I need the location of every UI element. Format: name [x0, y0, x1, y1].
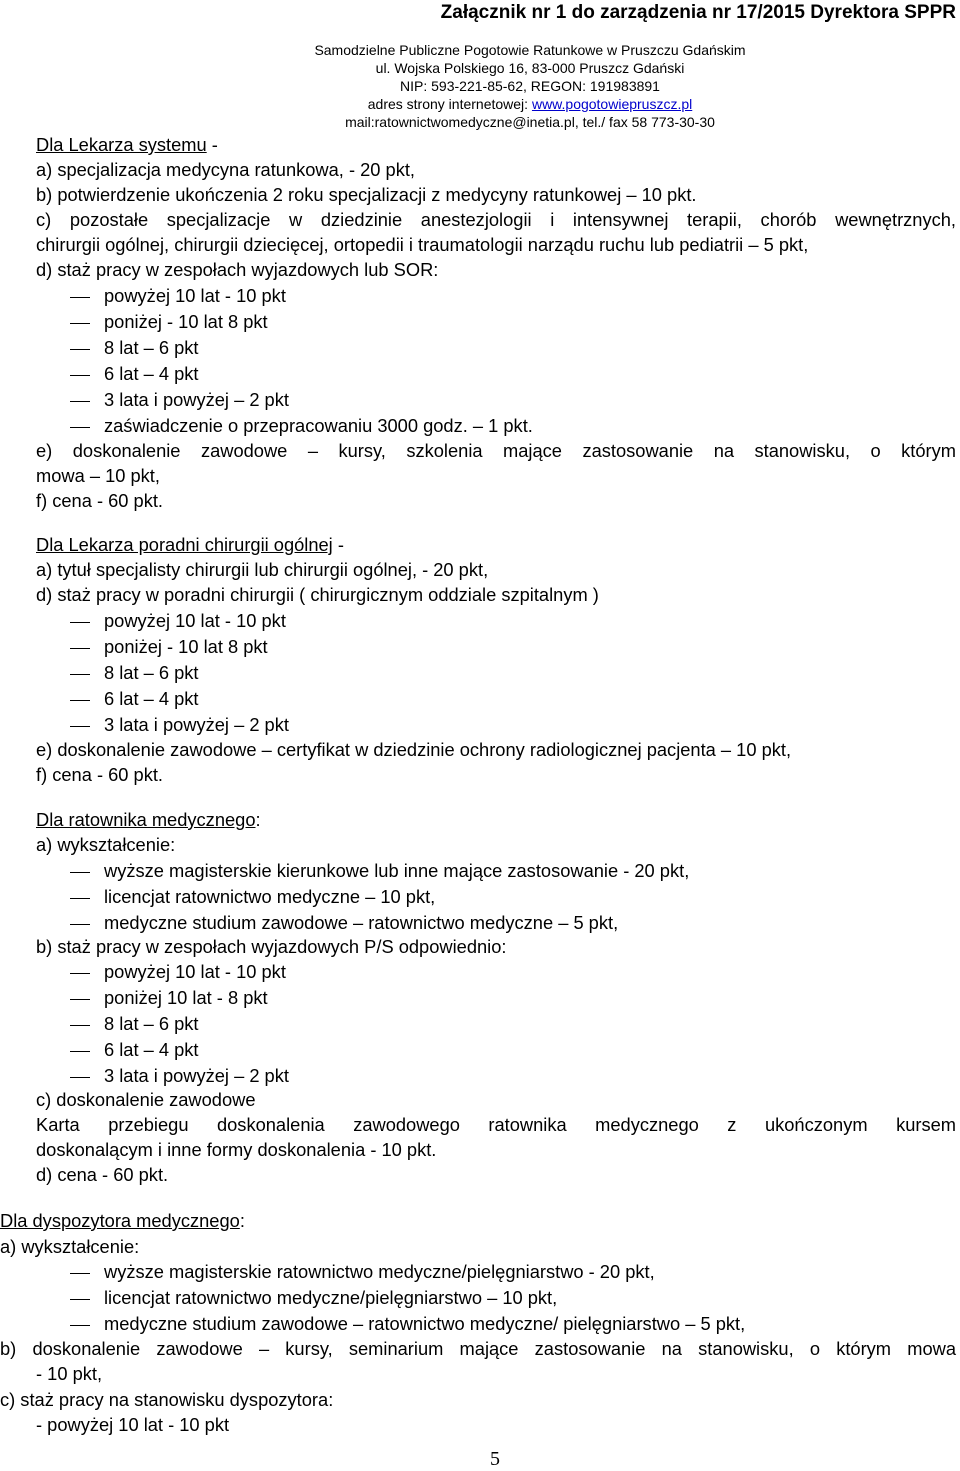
list-item: licencjat ratownictwo medyczne – 10 pkt, [104, 886, 436, 907]
attachment-title: Załącznik nr 1 do zarządzenia nr 17/2015 Dyrektora SPPR [440, 2, 956, 23]
list-item: poniżej - 10 lat 8 pkt [104, 311, 268, 332]
section-heading-dyspozytor: Dla dyspozytora medycznego: [0, 1210, 245, 1231]
list-item: zaświadczenie o przepracowaniu 3000 godz. – 1 pkt. [104, 415, 533, 436]
dash-bullet [70, 648, 90, 649]
paragraph: b) potwierdzenie ukończenia 2 roku specjalizacji z medycyny ratunkowej – 10 pkt. [36, 184, 697, 205]
list-item: 8 lat – 6 pkt [104, 337, 199, 358]
paragraph: a) wykształcenie: [0, 1236, 140, 1257]
paragraph: doskonalącym i inne formy doskonalenia - 10 pkt. [36, 1139, 437, 1160]
paragraph: d) staż pracy w zespołach wyjazdowych lub SOR: [36, 259, 439, 280]
list-item: powyżej 10 lat - 10 pkt [104, 961, 286, 982]
paragraph: b) doskonalenie zawodowe – kursy, seminarium mające zastosowanie na stanowisku, o którym mowa [0, 1338, 956, 1359]
paragraph: a) tytuł specjalisty chirurgii lub chirurgii ogólnej, - 20 pkt, [36, 559, 489, 580]
org-nip-regon: NIP: 593-221-85-62, REGON: 191983891 [400, 78, 660, 94]
paragraph: d) staż pracy w poradni chirurgii ( chirurgicznym oddziale szpitalnym ) [36, 584, 599, 605]
paragraph: chirurgii ogólnej, chirurgii dziecięcej, ortopedii i traumatologii narządu ruchu lub pediatrii – 5 pkt, [36, 234, 809, 255]
dash-bullet [70, 323, 90, 324]
website-label: adres strony internetowej: [367, 96, 532, 112]
dash-bullet [70, 999, 90, 1000]
dash-bullet [70, 924, 90, 925]
dash-bullet [70, 674, 90, 675]
paragraph: - powyżej 10 lat - 10 pkt [36, 1414, 230, 1435]
dash-bullet [70, 1273, 90, 1274]
dash-bullet [70, 1077, 90, 1078]
dash-bullet [70, 349, 90, 350]
page-number: 5 [490, 1448, 500, 1470]
org-contact: mail:ratownictwomedyczne@inetia.pl, tel./ fax 58 773-30-30 [345, 114, 715, 130]
paragraph: f) cena - 60 pkt. [36, 490, 164, 511]
list-item: licencjat ratownictwo medyczne/pielęgniarstwo – 10 pkt, [104, 1287, 558, 1308]
dash-bullet [70, 1051, 90, 1052]
paragraph: a) wykształcenie: [36, 834, 176, 855]
list-item: medyczne studium zawodowe – ratownictwo medyczne – 5 pkt, [104, 912, 619, 933]
list-item: 8 lat – 6 pkt [104, 1013, 199, 1034]
list-item: poniżej - 10 lat 8 pkt [104, 636, 268, 657]
paragraph: e) doskonalenie zawodowe – certyfikat w dziedzinie ochrony radiologicznej pacjenta – 10 pkt, [36, 739, 792, 760]
dash-bullet [70, 973, 90, 974]
dash-bullet [70, 898, 90, 899]
dash-bullet [70, 375, 90, 376]
list-item: 3 lata i powyżej – 2 pkt [104, 714, 289, 735]
dash-bullet [70, 1025, 90, 1026]
list-item: 3 lata i powyżej – 2 pkt [104, 1065, 289, 1086]
list-item: poniżej 10 lat - 8 pkt [104, 987, 268, 1008]
list-item: wyższe magisterskie ratownictwo medyczne/pielęgniarstwo - 20 pkt, [104, 1261, 655, 1282]
paragraph: a) specjalizacja medycyna ratunkowa, - 20 pkt, [36, 159, 416, 180]
list-item: powyżej 10 lat - 10 pkt [104, 285, 286, 306]
website-link[interactable]: www.pogotowiepruszcz.pl [531, 96, 693, 112]
dash-bullet [70, 297, 90, 298]
list-item: 6 lat – 4 pkt [104, 363, 199, 384]
paragraph: - 10 pkt, [36, 1363, 103, 1384]
section-heading-ratownik: Dla ratownika medycznego: [36, 809, 261, 830]
list-item: wyższe magisterskie kierunkowe lub inne mające zastosowanie - 20 pkt, [104, 860, 690, 881]
dash-bullet [70, 401, 90, 402]
list-item: 3 lata i powyżej – 2 pkt [104, 389, 289, 410]
dash-bullet [70, 872, 90, 873]
paragraph: e) doskonalenie zawodowe – kursy, szkolenia mające zastosowanie na stanowisku, o którym [36, 440, 956, 461]
paragraph: f) cena - 60 pkt. [36, 764, 164, 785]
org-address: ul. Wojska Polskiego 16, 83-000 Pruszcz Gdański [375, 60, 685, 76]
list-item: 6 lat – 4 pkt [104, 1039, 199, 1060]
section-heading-lekarz-poradni: Dla Lekarza poradni chirurgii ogólnej - [36, 534, 344, 555]
org-website [250, 95, 810, 113]
section-heading-lekarz-systemu: Dla Lekarza systemu - [36, 134, 218, 155]
dash-bullet [70, 1325, 90, 1326]
paragraph: c) doskonalenie zawodowe [36, 1089, 256, 1110]
paragraph: b) staż pracy w zespołach wyjazdowych P/S odpowiednio: [36, 936, 507, 957]
paragraph: d) cena - 60 pkt. [36, 1164, 169, 1185]
paragraph: c) staż pracy na stanowisku dyspozytora: [0, 1389, 334, 1410]
dash-bullet [70, 622, 90, 623]
paragraph: c) pozostałe specjalizacje w dziedzinie anestezjologii i intensywnej terapii, chorób wewnętrznych, [36, 209, 956, 230]
list-item: powyżej 10 lat - 10 pkt [104, 610, 286, 631]
paragraph: Karta przebiegu doskonalenia zawodowego ratownika medycznego z ukończonym kursem [36, 1114, 956, 1135]
dash-bullet [70, 1299, 90, 1300]
dash-bullet [70, 427, 90, 428]
paragraph: mowa – 10 pkt, [36, 465, 160, 486]
list-item: medyczne studium zawodowe – ratownictwo medyczne/ pielęgniarstwo – 5 pkt, [104, 1313, 746, 1334]
dash-bullet [70, 700, 90, 701]
list-item: 8 lat – 6 pkt [104, 662, 199, 683]
list-item: 6 lat – 4 pkt [104, 688, 199, 709]
org-name: Samodzielne Publiczne Pogotowie Ratunkowe w Pruszczu Gdańskim [314, 42, 746, 58]
dash-bullet [70, 726, 90, 727]
